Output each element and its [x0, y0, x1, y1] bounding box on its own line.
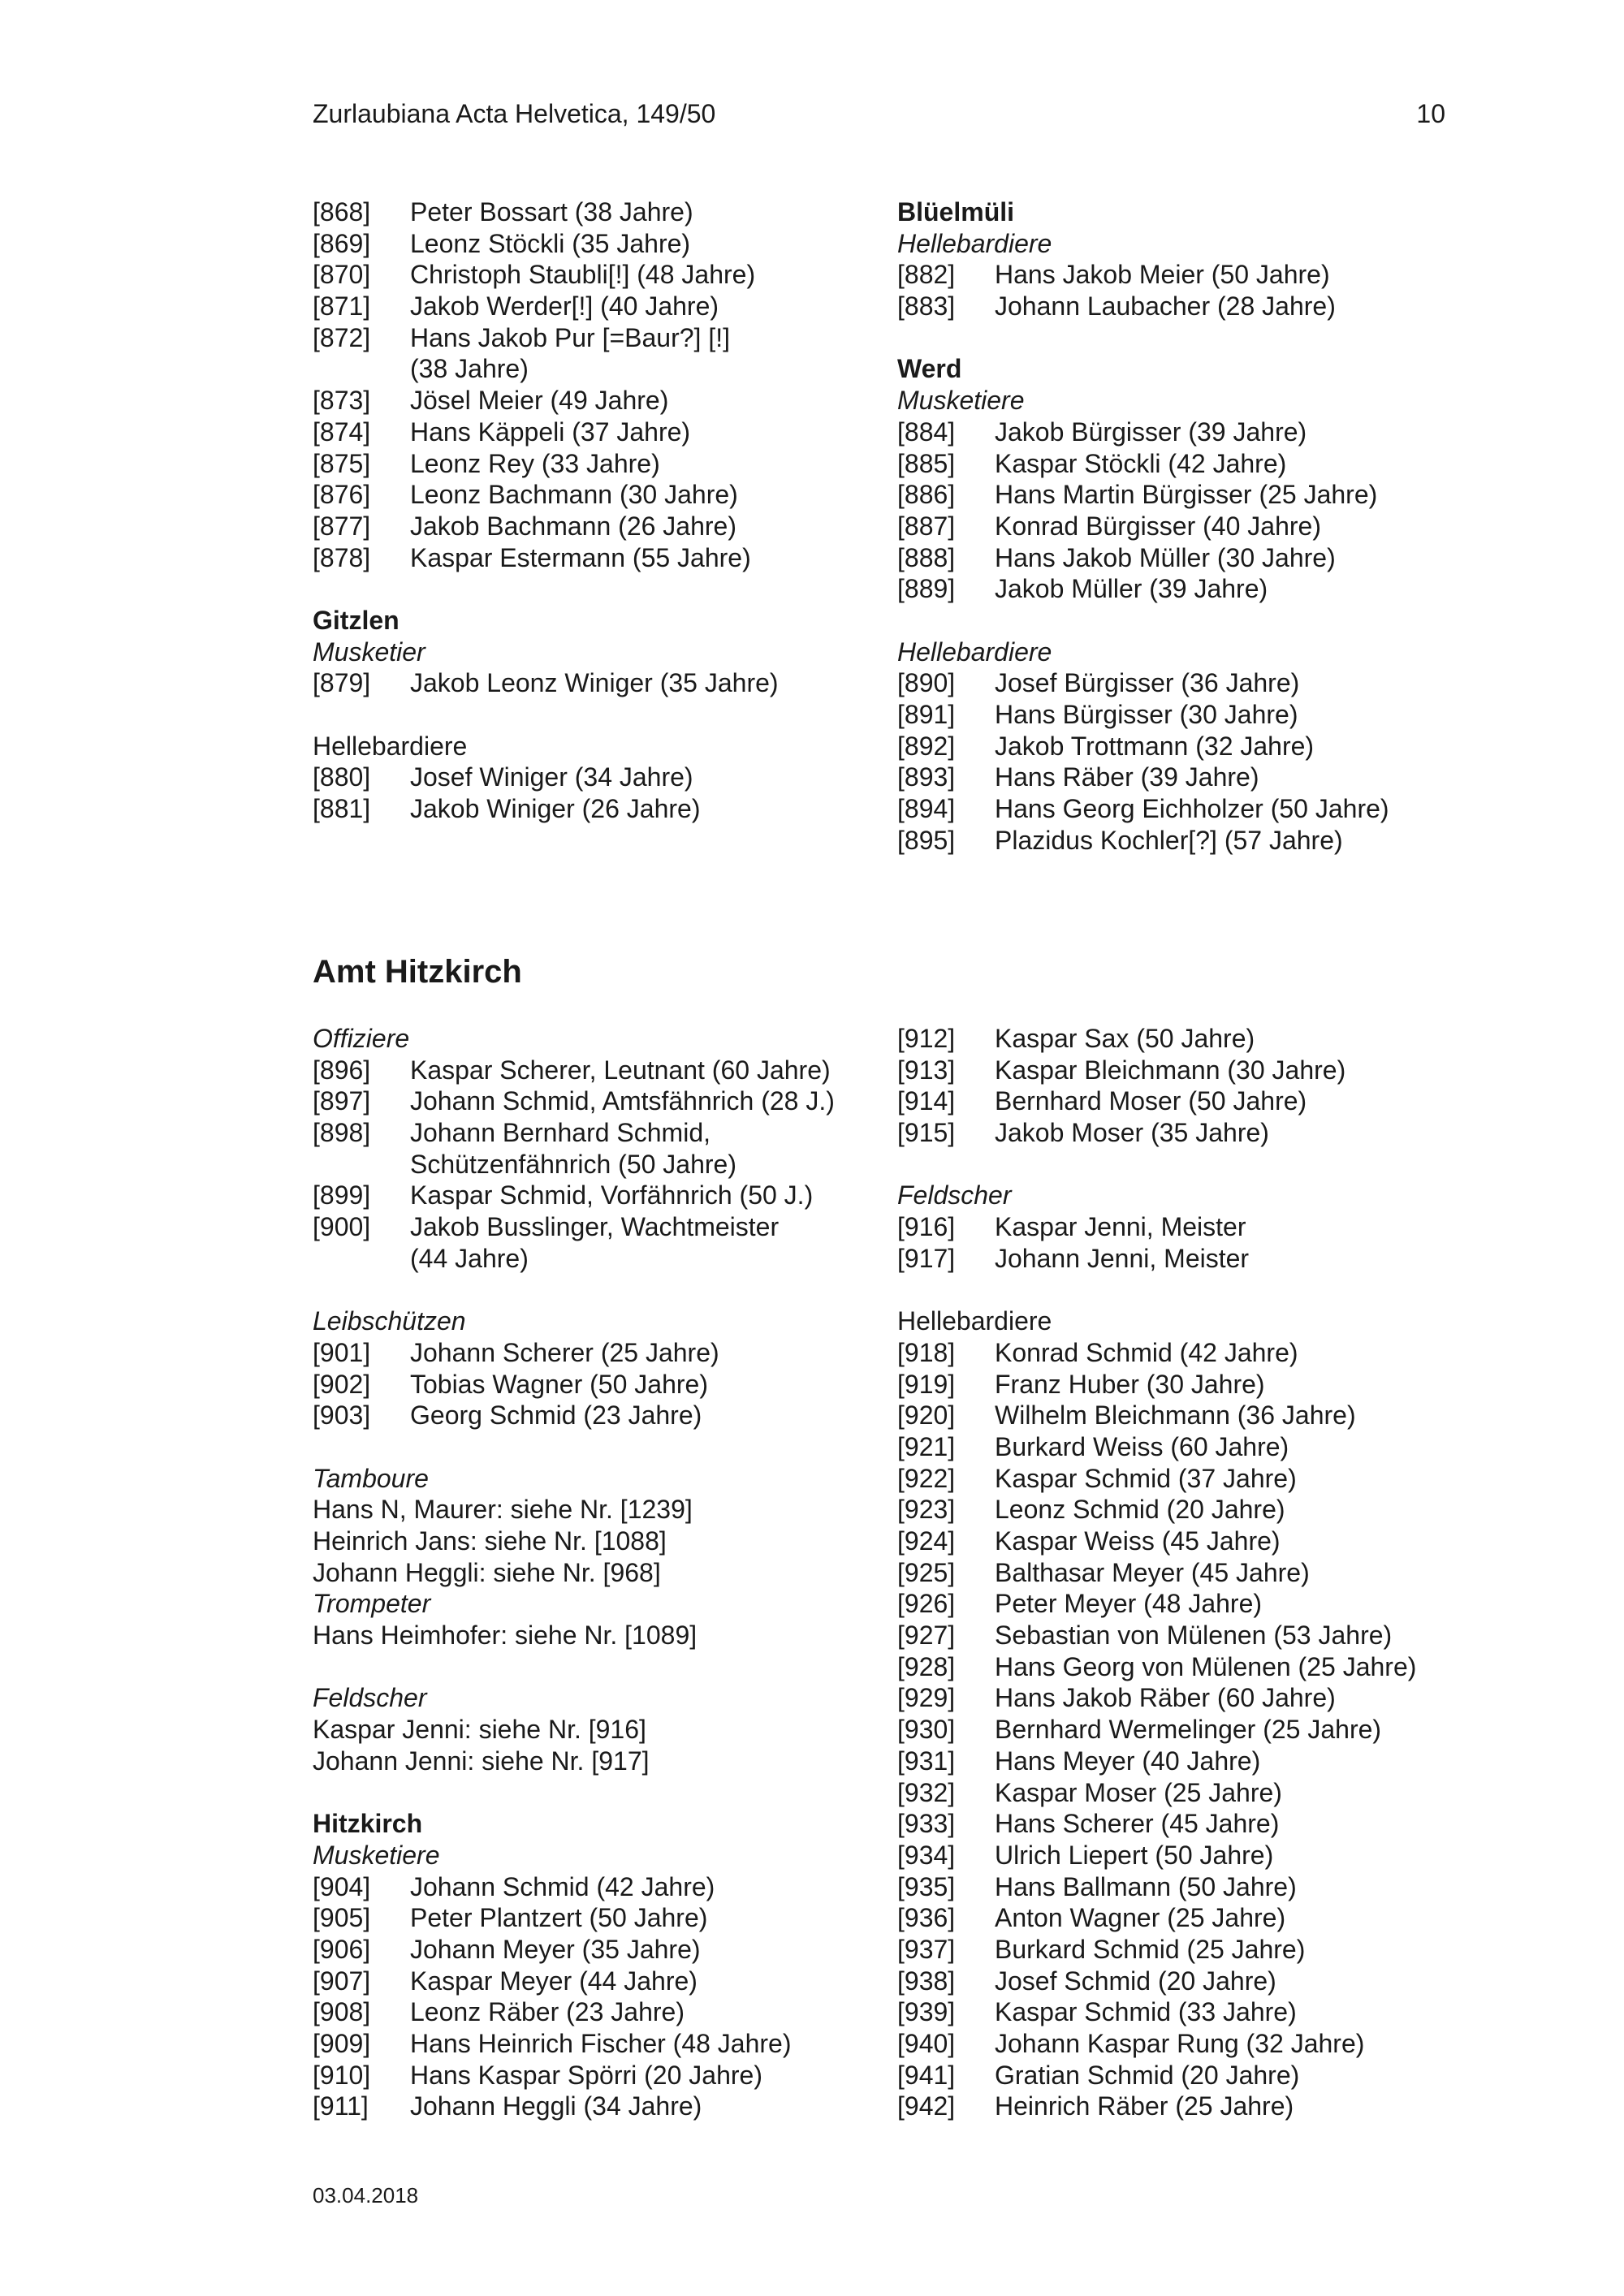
entry-number: [908]	[313, 1997, 371, 2027]
entry-number: [897]	[313, 1086, 371, 1116]
entry-text: Hans Georg Eichholzer (50 Jahre)	[995, 794, 1389, 824]
entry-text: (44 Jahre)	[410, 1243, 529, 1273]
entry-number: [881]	[313, 794, 371, 824]
roster-entry	[313, 2091, 881, 2122]
roster-entry	[897, 1400, 1466, 1431]
roster-entry	[313, 385, 881, 416]
rank-subheading: Leibschützen	[313, 1306, 466, 1336]
blank-line	[313, 1651, 881, 1683]
entry-number: [883]	[897, 291, 956, 322]
blank-line	[897, 322, 1466, 354]
plain-line: Hellebardiere	[313, 731, 468, 761]
roster-entry	[313, 2060, 881, 2091]
roster-entry	[313, 1902, 881, 1934]
roster-entry	[313, 259, 881, 291]
roster-entry	[313, 1180, 881, 1211]
entry-text: Kaspar Bleichmann (30 Jahre)	[995, 1055, 1346, 1085]
entry-number: [939]	[897, 1997, 956, 2027]
entry-number: [921]	[897, 1431, 956, 1461]
roster-entry	[897, 1557, 1466, 1589]
entry-number: [918]	[897, 1337, 956, 1367]
entry-text: Johann Laubacher (28 Jahre)	[995, 291, 1336, 322]
entry-number: [924]	[897, 1526, 956, 1556]
roster-entry	[897, 1840, 1466, 1871]
roster-entry	[897, 1966, 1466, 1997]
entry-number: [885]	[897, 448, 956, 478]
entry-number: [878]	[313, 542, 371, 572]
roster-entry	[897, 1588, 1466, 1620]
column-bottom-left	[313, 1023, 881, 2122]
entry-text: Jakob Busslinger, Wachtmeister	[410, 1212, 780, 1242]
rank-subheading: Musketier	[313, 637, 425, 667]
entry-text: (38 Jahre)	[410, 354, 529, 384]
entry-number: [888]	[897, 542, 956, 572]
entry-number: [938]	[897, 1966, 956, 1996]
entry-number: [911]	[313, 2091, 369, 2121]
entry-text: Jakob Bachmann (26 Jahre)	[410, 511, 736, 541]
entry-number: [906]	[313, 1934, 371, 1964]
roster-entry	[897, 1494, 1466, 1526]
entry-text: Kaspar Schmid (37 Jahre)	[995, 1463, 1297, 1493]
entry-text: Johann Jenni, Meister	[995, 1243, 1250, 1273]
roster-entry	[897, 1996, 1466, 2028]
entry-number: [895]	[897, 825, 956, 855]
entry-text: Johann Schmid (42 Jahre)	[410, 1871, 715, 1901]
entry-text: Peter Meyer (48 Jahre)	[995, 1589, 1263, 1619]
roster-entry	[897, 1746, 1466, 1777]
entry-number: [912]	[897, 1024, 956, 1053]
entry-text: Bernhard Wermelinger (25 Jahre)	[995, 1715, 1382, 1745]
entry-number: [929]	[897, 1683, 956, 1713]
entry-number: [892]	[897, 731, 956, 761]
roster-entry	[313, 291, 881, 322]
entry-text: Leonz Bachmann (30 Jahre)	[410, 480, 738, 510]
entry-text: Leonz Schmid (20 Jahre)	[995, 1495, 1285, 1525]
plain-line: Heinrich Jans: siehe Nr. [1088]	[313, 1526, 667, 1556]
roster-entry	[313, 511, 881, 542]
roster-entry	[313, 1966, 881, 1997]
entry-text: Leonz Rey (33 Jahre)	[410, 448, 660, 478]
entry-text: Burkard Schmid (25 Jahre)	[995, 1934, 1306, 1964]
entry-number: [901]	[313, 1337, 371, 1367]
entry-text: Hans Käppeli (37 Jahre)	[410, 416, 691, 447]
entry-text: Peter Bossart (38 Jahre)	[410, 197, 693, 227]
plain-line: Hans N, Maurer: siehe Nr. [1239]	[313, 1495, 693, 1525]
roster-entry	[897, 1526, 1466, 1557]
footer-date: 03.04.2018	[313, 2183, 419, 2208]
entry-text: Jakob Müller (39 Jahre)	[995, 574, 1268, 604]
entry-number: [893]	[897, 762, 956, 792]
entry-text: Peter Plantzert (50 Jahre)	[410, 1903, 708, 1933]
entry-text: Josef Bürgisser (36 Jahre)	[995, 668, 1300, 698]
roster-entry	[313, 762, 881, 793]
entry-text: Hans Meyer (40 Jahre)	[995, 1746, 1261, 1776]
roster-entry	[897, 573, 1466, 605]
blank-line	[313, 1777, 881, 1809]
plain-line: Johann Heggli: siehe Nr. [968]	[313, 1557, 661, 1587]
roster-entry	[313, 1085, 881, 1117]
place-heading: Blüelmüli	[897, 197, 1015, 227]
entry-number: [935]	[897, 1871, 956, 1901]
entry-number: [919]	[897, 1369, 956, 1399]
roster-entry	[897, 2091, 1466, 2122]
entry-number: [933]	[897, 1809, 956, 1839]
entry-text: Kaspar Scherer, Leutnant (60 Jahre)	[410, 1055, 831, 1085]
rank-subheading: Tamboure	[313, 1463, 429, 1493]
entry-number: [880]	[313, 762, 371, 792]
entry-number: [896]	[313, 1055, 371, 1085]
roster-entry	[313, 1934, 881, 1966]
entry-number: [932]	[897, 1777, 956, 1807]
entry-text: Jakob Bürgisser (39 Jahre)	[995, 416, 1307, 447]
entry-text: Tobias Wagner (50 Jahre)	[410, 1369, 708, 1399]
roster-entry	[313, 2028, 881, 2060]
entry-text: Hans Martin Bürgisser (25 Jahre)	[995, 480, 1378, 510]
entry-text: Hans Scherer (45 Jahre)	[995, 1809, 1280, 1839]
roster-entry	[313, 1996, 881, 2028]
rank-subheading: Feldscher	[313, 1683, 427, 1713]
blank-line	[313, 573, 881, 605]
entry-number: [907]	[313, 1966, 371, 1996]
roster-entry	[897, 1682, 1466, 1714]
entry-text: Johann Kaspar Rung (32 Jahre)	[995, 2029, 1365, 2058]
entry-number: [940]	[897, 2029, 956, 2058]
entry-number: [871]	[313, 291, 371, 322]
entry-text: Christoph Staubli[!] (48 Jahre)	[410, 260, 756, 290]
entry-number: [922]	[897, 1463, 956, 1493]
roster-entry	[897, 1431, 1466, 1463]
roster-entry	[897, 1620, 1466, 1651]
place-heading: Werd	[897, 354, 962, 384]
column-top-right	[897, 196, 1466, 856]
entry-text: Leonz Stöckli (35 Jahre)	[410, 228, 691, 258]
roster-entry	[897, 1243, 1466, 1275]
section-title: Amt Hitzkirch	[313, 954, 522, 990]
roster-entry	[313, 416, 881, 448]
entry-text: Franz Huber (30 Jahre)	[995, 1369, 1265, 1399]
roster-entry	[313, 1871, 881, 1903]
entry-number: [879]	[313, 668, 371, 698]
entry-number: [927]	[897, 1621, 956, 1651]
entry-number: [889]	[897, 574, 956, 604]
entry-number: [884]	[897, 416, 956, 447]
blank-line	[313, 1275, 881, 1306]
roster-entry	[897, 2060, 1466, 2091]
entry-number: [928]	[897, 1651, 956, 1681]
entry-number: [910]	[313, 2060, 371, 2090]
roster-entry	[313, 667, 881, 699]
entry-text: Kaspar Estermann (55 Jahre)	[410, 542, 751, 572]
plain-line: Johann Jenni: siehe Nr. [917]	[313, 1746, 650, 1776]
entry-number: [869]	[313, 228, 371, 258]
roster-entry	[897, 416, 1466, 448]
entry-text: Hans Bürgisser (30 Jahre)	[995, 700, 1298, 729]
entry-text: Plazidus Kochler[?] (57 Jahre)	[995, 825, 1343, 855]
entry-text: Hans Räber (39 Jahre)	[995, 762, 1259, 792]
roster-entry	[897, 479, 1466, 511]
entry-number: [882]	[897, 260, 956, 290]
entry-number: [923]	[897, 1495, 956, 1525]
entry-number: [887]	[897, 511, 956, 541]
blank-line	[897, 605, 1466, 637]
entry-text: Kaspar Weiss (45 Jahre)	[995, 1526, 1281, 1556]
roster-entry	[897, 699, 1466, 731]
roster-entry	[897, 448, 1466, 480]
roster-entry	[313, 479, 881, 511]
entry-text: Ulrich Liepert (50 Jahre)	[995, 1840, 1274, 1870]
entry-number: [903]	[313, 1400, 371, 1431]
roster-entry	[897, 259, 1466, 291]
roster-entry	[313, 1337, 881, 1369]
roster-entry	[897, 1934, 1466, 1966]
entry-text: Hans Georg von Mülenen (25 Jahre)	[995, 1651, 1417, 1681]
entry-number: [902]	[313, 1369, 371, 1399]
roster-entry	[897, 1085, 1466, 1117]
entry-number: [875]	[313, 448, 371, 478]
place-heading: Hitzkirch	[313, 1809, 423, 1839]
entry-text: Josef Schmid (20 Jahre)	[995, 1966, 1276, 1996]
entry-number: [873]	[313, 386, 371, 416]
roster-entry	[897, 667, 1466, 699]
roster-entry-continuation	[313, 1243, 881, 1275]
roster-entry	[897, 1777, 1466, 1809]
entry-number: [876]	[313, 480, 371, 510]
roster-entry	[897, 542, 1466, 574]
entry-number: [898]	[313, 1118, 371, 1148]
roster-entry	[313, 1211, 881, 1243]
entry-text: Jakob Trottmann (32 Jahre)	[995, 731, 1315, 761]
entry-text: Kaspar Schmid, Vorfähnrich (50 J.)	[410, 1180, 814, 1211]
roster-entry	[897, 1871, 1466, 1903]
entry-number: [915]	[897, 1118, 956, 1148]
column-top-left	[313, 196, 881, 825]
entry-text: Hans Jakob Räber (60 Jahre)	[995, 1683, 1336, 1713]
rank-subheading: Musketiere	[897, 386, 1025, 416]
column-bottom-right	[897, 1023, 1466, 2122]
plain-line: Hans Heimhofer: siehe Nr. [1089]	[313, 1621, 698, 1651]
plain-line: Kaspar Jenni: siehe Nr. [916]	[313, 1715, 646, 1745]
roster-entry	[313, 542, 881, 574]
entry-text: Konrad Bürgisser (40 Jahre)	[995, 511, 1321, 541]
entry-number: [916]	[897, 1212, 956, 1242]
entry-number: [930]	[897, 1715, 956, 1745]
entry-text: Wilhelm Bleichmann (36 Jahre)	[995, 1400, 1356, 1431]
roster-entry	[897, 1337, 1466, 1369]
entry-text: Hans Jakob Meier (50 Jahre)	[995, 260, 1330, 290]
entry-number: [926]	[897, 1589, 956, 1619]
roster-entry	[897, 1369, 1466, 1400]
entry-number: [914]	[897, 1086, 956, 1116]
entry-number: [891]	[897, 700, 956, 729]
roster-entry	[897, 1463, 1466, 1495]
entry-text: Leonz Räber (23 Jahre)	[410, 1997, 685, 2027]
roster-entry	[897, 1714, 1466, 1746]
roster-entry	[313, 196, 881, 228]
entry-number: [936]	[897, 1903, 956, 1933]
roster-entry	[897, 731, 1466, 762]
entry-text: Bernhard Moser (50 Jahre)	[995, 1086, 1307, 1116]
running-header-title: Zurlaubiana Acta Helvetica, 149/50	[313, 99, 716, 128]
entry-text: Kaspar Schmid (33 Jahre)	[995, 1997, 1297, 2027]
roster-entry-continuation	[313, 353, 881, 385]
entry-text: Balthasar Meyer (45 Jahre)	[995, 1557, 1310, 1587]
roster-entry	[897, 2028, 1466, 2060]
entry-text: Sebastian von Mülenen (53 Jahre)	[995, 1621, 1393, 1651]
entry-text: Johann Meyer (35 Jahre)	[410, 1934, 701, 1964]
entry-text: Hans Kaspar Spörri (20 Jahre)	[410, 2060, 762, 2090]
entry-text: Hans Ballmann (50 Jahre)	[995, 1871, 1297, 1901]
entry-text: Jakob Moser (35 Jahre)	[995, 1118, 1269, 1148]
entry-text: Jakob Winiger (26 Jahre)	[410, 794, 701, 824]
roster-entry	[897, 1651, 1466, 1683]
entry-number: [920]	[897, 1400, 956, 1431]
place-heading: Gitzlen	[313, 605, 400, 635]
roster-entry	[313, 1400, 881, 1431]
roster-entry	[897, 291, 1466, 322]
entry-number: [886]	[897, 480, 956, 510]
entry-number: [941]	[897, 2060, 956, 2090]
entry-number: [931]	[897, 1746, 956, 1776]
rank-subheading: Hellebardiere	[897, 637, 1052, 667]
roster-entry	[313, 793, 881, 825]
entry-text: Kaspar Meyer (44 Jahre)	[410, 1966, 698, 1996]
entry-number: [890]	[897, 668, 956, 698]
entry-text: Jakob Werder[!] (40 Jahre)	[410, 291, 719, 322]
roster-entry	[897, 1902, 1466, 1934]
roster-entry	[897, 1211, 1466, 1243]
entry-text: Georg Schmid (23 Jahre)	[410, 1400, 702, 1431]
entry-number: [899]	[313, 1180, 371, 1211]
rank-subheading: Hellebardiere	[897, 228, 1052, 258]
roster-entry-continuation	[313, 1149, 881, 1180]
rank-subheading: Offiziere	[313, 1024, 410, 1053]
entry-text: Anton Wagner (25 Jahre)	[995, 1903, 1286, 1933]
roster-entry	[313, 448, 881, 480]
rank-subheading: Feldscher	[897, 1180, 1012, 1211]
roster-entry	[897, 1055, 1466, 1086]
entry-text: Jakob Leonz Winiger (35 Jahre)	[410, 668, 779, 698]
entry-number: [909]	[313, 2029, 371, 2058]
roster-entry	[897, 793, 1466, 825]
roster-entry	[897, 1023, 1466, 1055]
entry-number: [937]	[897, 1934, 956, 1964]
roster-entry	[897, 825, 1466, 857]
entry-text: Jösel Meier (49 Jahre)	[410, 386, 669, 416]
entry-number: [917]	[897, 1243, 956, 1273]
rank-subheading: Trompeter	[313, 1589, 431, 1619]
roster-entry	[897, 762, 1466, 793]
blank-line	[313, 1431, 881, 1463]
entry-number: [874]	[313, 416, 371, 447]
rank-subheading: Musketiere	[313, 1840, 440, 1870]
entry-number: [934]	[897, 1840, 956, 1870]
roster-entry	[313, 1369, 881, 1400]
entry-text: Hans Heinrich Fischer (48 Jahre)	[410, 2029, 792, 2058]
roster-entry	[897, 1808, 1466, 1840]
entry-text: Kaspar Jenni, Meister	[995, 1212, 1246, 1242]
blank-line	[897, 1149, 1466, 1180]
entry-text: Johann Heggli (34 Jahre)	[410, 2091, 702, 2121]
entry-text: Kaspar Sax (50 Jahre)	[995, 1024, 1255, 1053]
entry-number: [868]	[313, 197, 371, 227]
roster-entry	[897, 511, 1466, 542]
entry-text: Johann Scherer (25 Jahre)	[410, 1337, 719, 1367]
roster-entry	[313, 1055, 881, 1086]
blank-line	[313, 699, 881, 731]
entry-text: Josef Winiger (34 Jahre)	[410, 762, 693, 792]
roster-entry	[313, 1117, 881, 1149]
roster-entry	[313, 228, 881, 260]
entry-text: Kaspar Stöckli (42 Jahre)	[995, 448, 1287, 478]
entry-text: Schützenfähnrich (50 Jahre)	[410, 1149, 736, 1179]
entry-number: [894]	[897, 794, 956, 824]
entry-text: Hans Jakob Pur [=Baur?] [!]	[410, 322, 730, 352]
page-number: 10	[1416, 99, 1445, 128]
blank-line	[897, 1275, 1466, 1306]
entry-text: Burkard Weiss (60 Jahre)	[995, 1431, 1289, 1461]
entry-text: Gratian Schmid (20 Jahre)	[995, 2060, 1300, 2090]
entry-number: [904]	[313, 1871, 371, 1901]
entry-text: Heinrich Räber (25 Jahre)	[995, 2091, 1294, 2121]
entry-text: Kaspar Moser (25 Jahre)	[995, 1777, 1282, 1807]
entry-text: Johann Schmid, Amtsfähnrich (28 J.)	[410, 1086, 835, 1116]
entry-number: [942]	[897, 2091, 956, 2121]
plain-line: Hellebardiere	[897, 1306, 1052, 1336]
entry-number: [872]	[313, 322, 371, 352]
entry-text: Konrad Schmid (42 Jahre)	[995, 1337, 1298, 1367]
entry-number: [900]	[313, 1212, 371, 1242]
entry-number: [913]	[897, 1055, 956, 1085]
roster-entry	[897, 1117, 1466, 1149]
entry-number: [925]	[897, 1557, 956, 1587]
roster-entry	[313, 322, 881, 354]
entry-text: Hans Jakob Müller (30 Jahre)	[995, 542, 1336, 572]
entry-number: [905]	[313, 1903, 371, 1933]
entry-number: [877]	[313, 511, 371, 541]
entry-text: Johann Bernhard Schmid,	[410, 1118, 710, 1148]
entry-number: [870]	[313, 260, 371, 290]
